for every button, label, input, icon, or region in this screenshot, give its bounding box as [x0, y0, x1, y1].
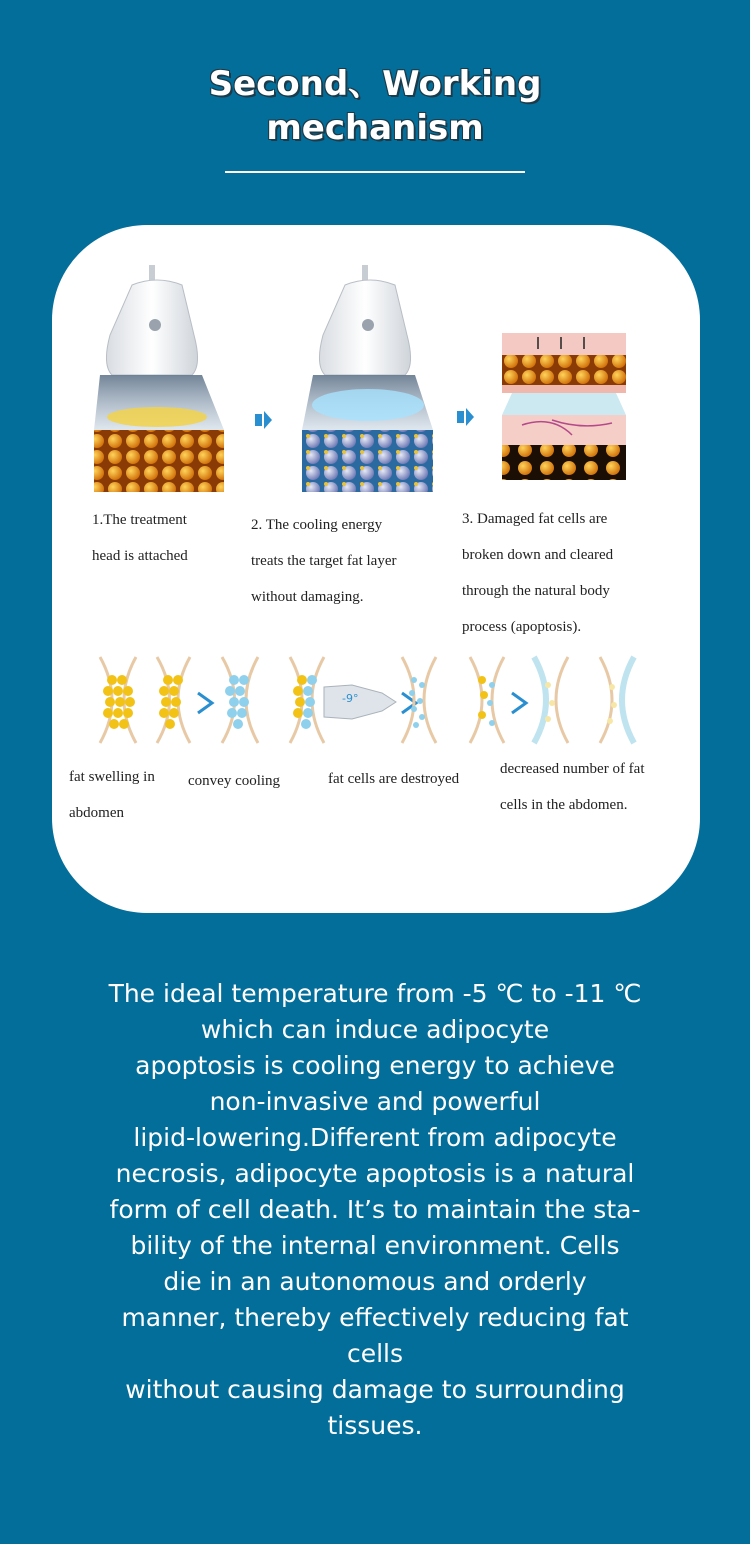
stage-2-convey-cooling: [157, 657, 258, 743]
treatment-head-1: [94, 265, 224, 492]
stage-2-caption: convey cooling: [188, 773, 281, 789]
mechanism-card: [52, 225, 700, 913]
stage-3-caption: fat cells are destroyed: [328, 771, 460, 787]
title-line-1: Second、Working: [208, 64, 542, 104]
step-2-caption: 2. The cooling energy treats the target fat layer without damaging.: [251, 517, 397, 605]
treatment-head-2: [302, 265, 433, 492]
stage-4-caption: decreased number of fat cells in the abdomen.: [500, 761, 645, 813]
step-arrow-1: [255, 411, 272, 429]
step-3-caption: 3. Damaged fat cells are broken down and cleared through the natural body process (apoptosis).: [462, 511, 614, 635]
title-divider: [225, 171, 525, 173]
mechanism-description: The ideal temperature from -5 ℃ to -11 ℃ which can induce adipocyte apoptosis is cooling energy to achieve non-invasive and powerful lipid-lowering.Different from adipocyte necrosis, adipocyte apoptosis is a natural form of cell death. It’s to maintain the sta- bility of the internal environment. Cells die in an autonomous and orderly manner, thereby effectively reducing fat cells without causing damage to surrounding tissues.: [108, 979, 642, 1440]
step-1-caption: 1.The treatment head is attached: [92, 512, 188, 564]
stage-1-caption: fat swelling in abdomen: [69, 769, 155, 821]
stage-4-decreased-fat: [470, 657, 634, 743]
stage-1-fat-swelling: [100, 657, 136, 743]
step-arrow-2: [457, 408, 474, 426]
page-title: [0, 62, 750, 150]
stage-3-cells-destroyed: [290, 657, 436, 743]
tissue-diagram-3: [502, 333, 626, 480]
title-line-2: mechanism: [266, 108, 484, 148]
temperature-marker: -9°: [342, 692, 359, 705]
